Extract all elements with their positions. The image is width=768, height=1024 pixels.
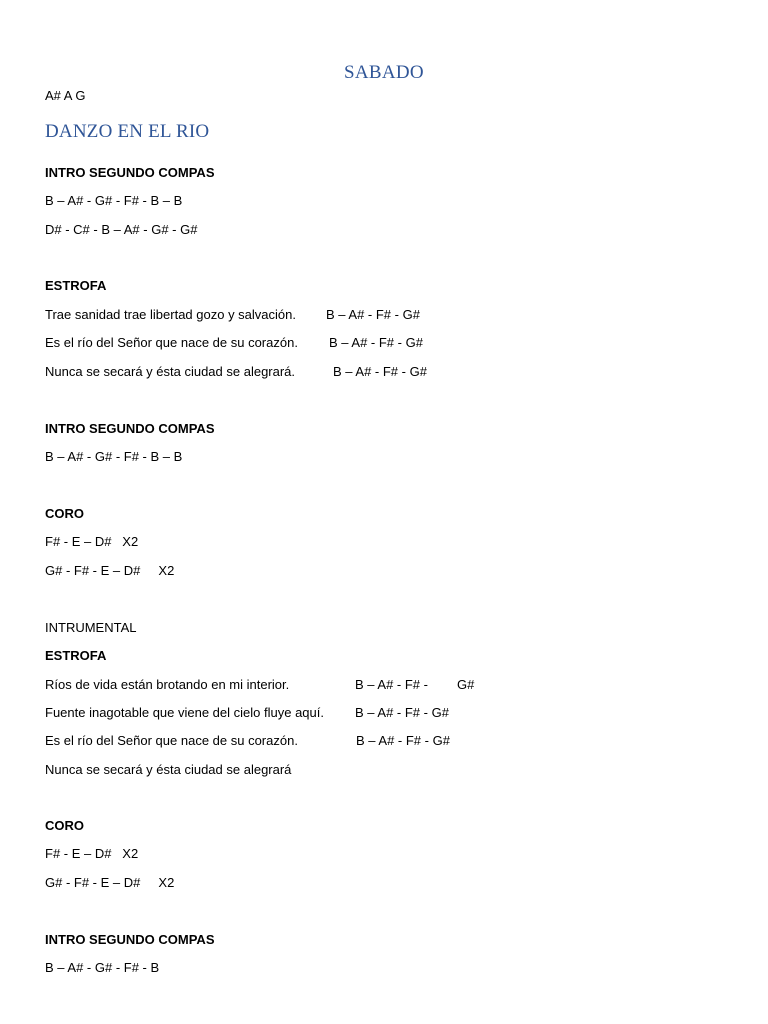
lyric-chords: G# — [457, 677, 475, 692]
lyric-chords: B – A# - F# - G# — [329, 335, 423, 350]
section-heading: CORO — [45, 506, 84, 521]
lyric-chords: B – A# - F# - G# — [326, 307, 420, 322]
lyric-line: Nunca se secará y ésta ciudad se alegrará. — [45, 364, 296, 379]
chord-line: F# - E – D# X2 — [45, 846, 139, 861]
lyric-line: Ríos de vida están brotando en mi interior. — [45, 677, 290, 692]
section-heading: ESTROFA — [45, 278, 107, 293]
lyric-line: Trae sanidad trae libertad gozo y salvación. — [45, 307, 296, 322]
section-heading: INTRO SEGUNDO COMPAS — [45, 165, 215, 180]
lyric-chords: B – A# - F# - G# — [356, 733, 450, 748]
chord-line: B – A# - G# - F# - B – B — [45, 449, 183, 464]
chord-line: G# - F# - E – D# X2 — [45, 563, 175, 578]
chord-line: B – A# - G# - F# - B — [45, 960, 160, 975]
section-heading: INTRO SEGUNDO COMPAS — [45, 421, 215, 436]
section-heading: INTRUMENTAL — [45, 620, 137, 635]
lyric-line: Es el río del Señor que nace de su corazón. — [45, 733, 298, 748]
section-heading: INTRO SEGUNDO COMPAS — [45, 932, 215, 947]
lyric-line: Fuente inagotable que viene del cielo fluye aquí. — [45, 705, 324, 720]
lyric-chords: B – A# - F# - G# — [333, 364, 427, 379]
page-title: SABADO — [344, 62, 424, 83]
lyric-line: Es el río del Señor que nace de su corazón. — [45, 335, 298, 350]
section-heading: CORO — [45, 818, 84, 833]
chord-line: D# - C# - B – A# - G# - G# — [45, 222, 198, 237]
chord-line: B – A# - G# - F# - B – B — [45, 193, 183, 208]
lyric-line: Nunca se secará y ésta ciudad se alegrará — [45, 762, 292, 777]
chord-line: F# - E – D# X2 — [45, 534, 139, 549]
song-title: DANZO EN EL RIO — [45, 121, 210, 142]
section-heading: ESTROFA — [45, 648, 107, 663]
lyric-chords: B – A# - F# - — [355, 677, 428, 692]
key-list: A# A G — [45, 88, 86, 103]
lyric-chords: B – A# - F# - G# — [355, 705, 449, 720]
chord-line: G# - F# - E – D# X2 — [45, 875, 175, 890]
